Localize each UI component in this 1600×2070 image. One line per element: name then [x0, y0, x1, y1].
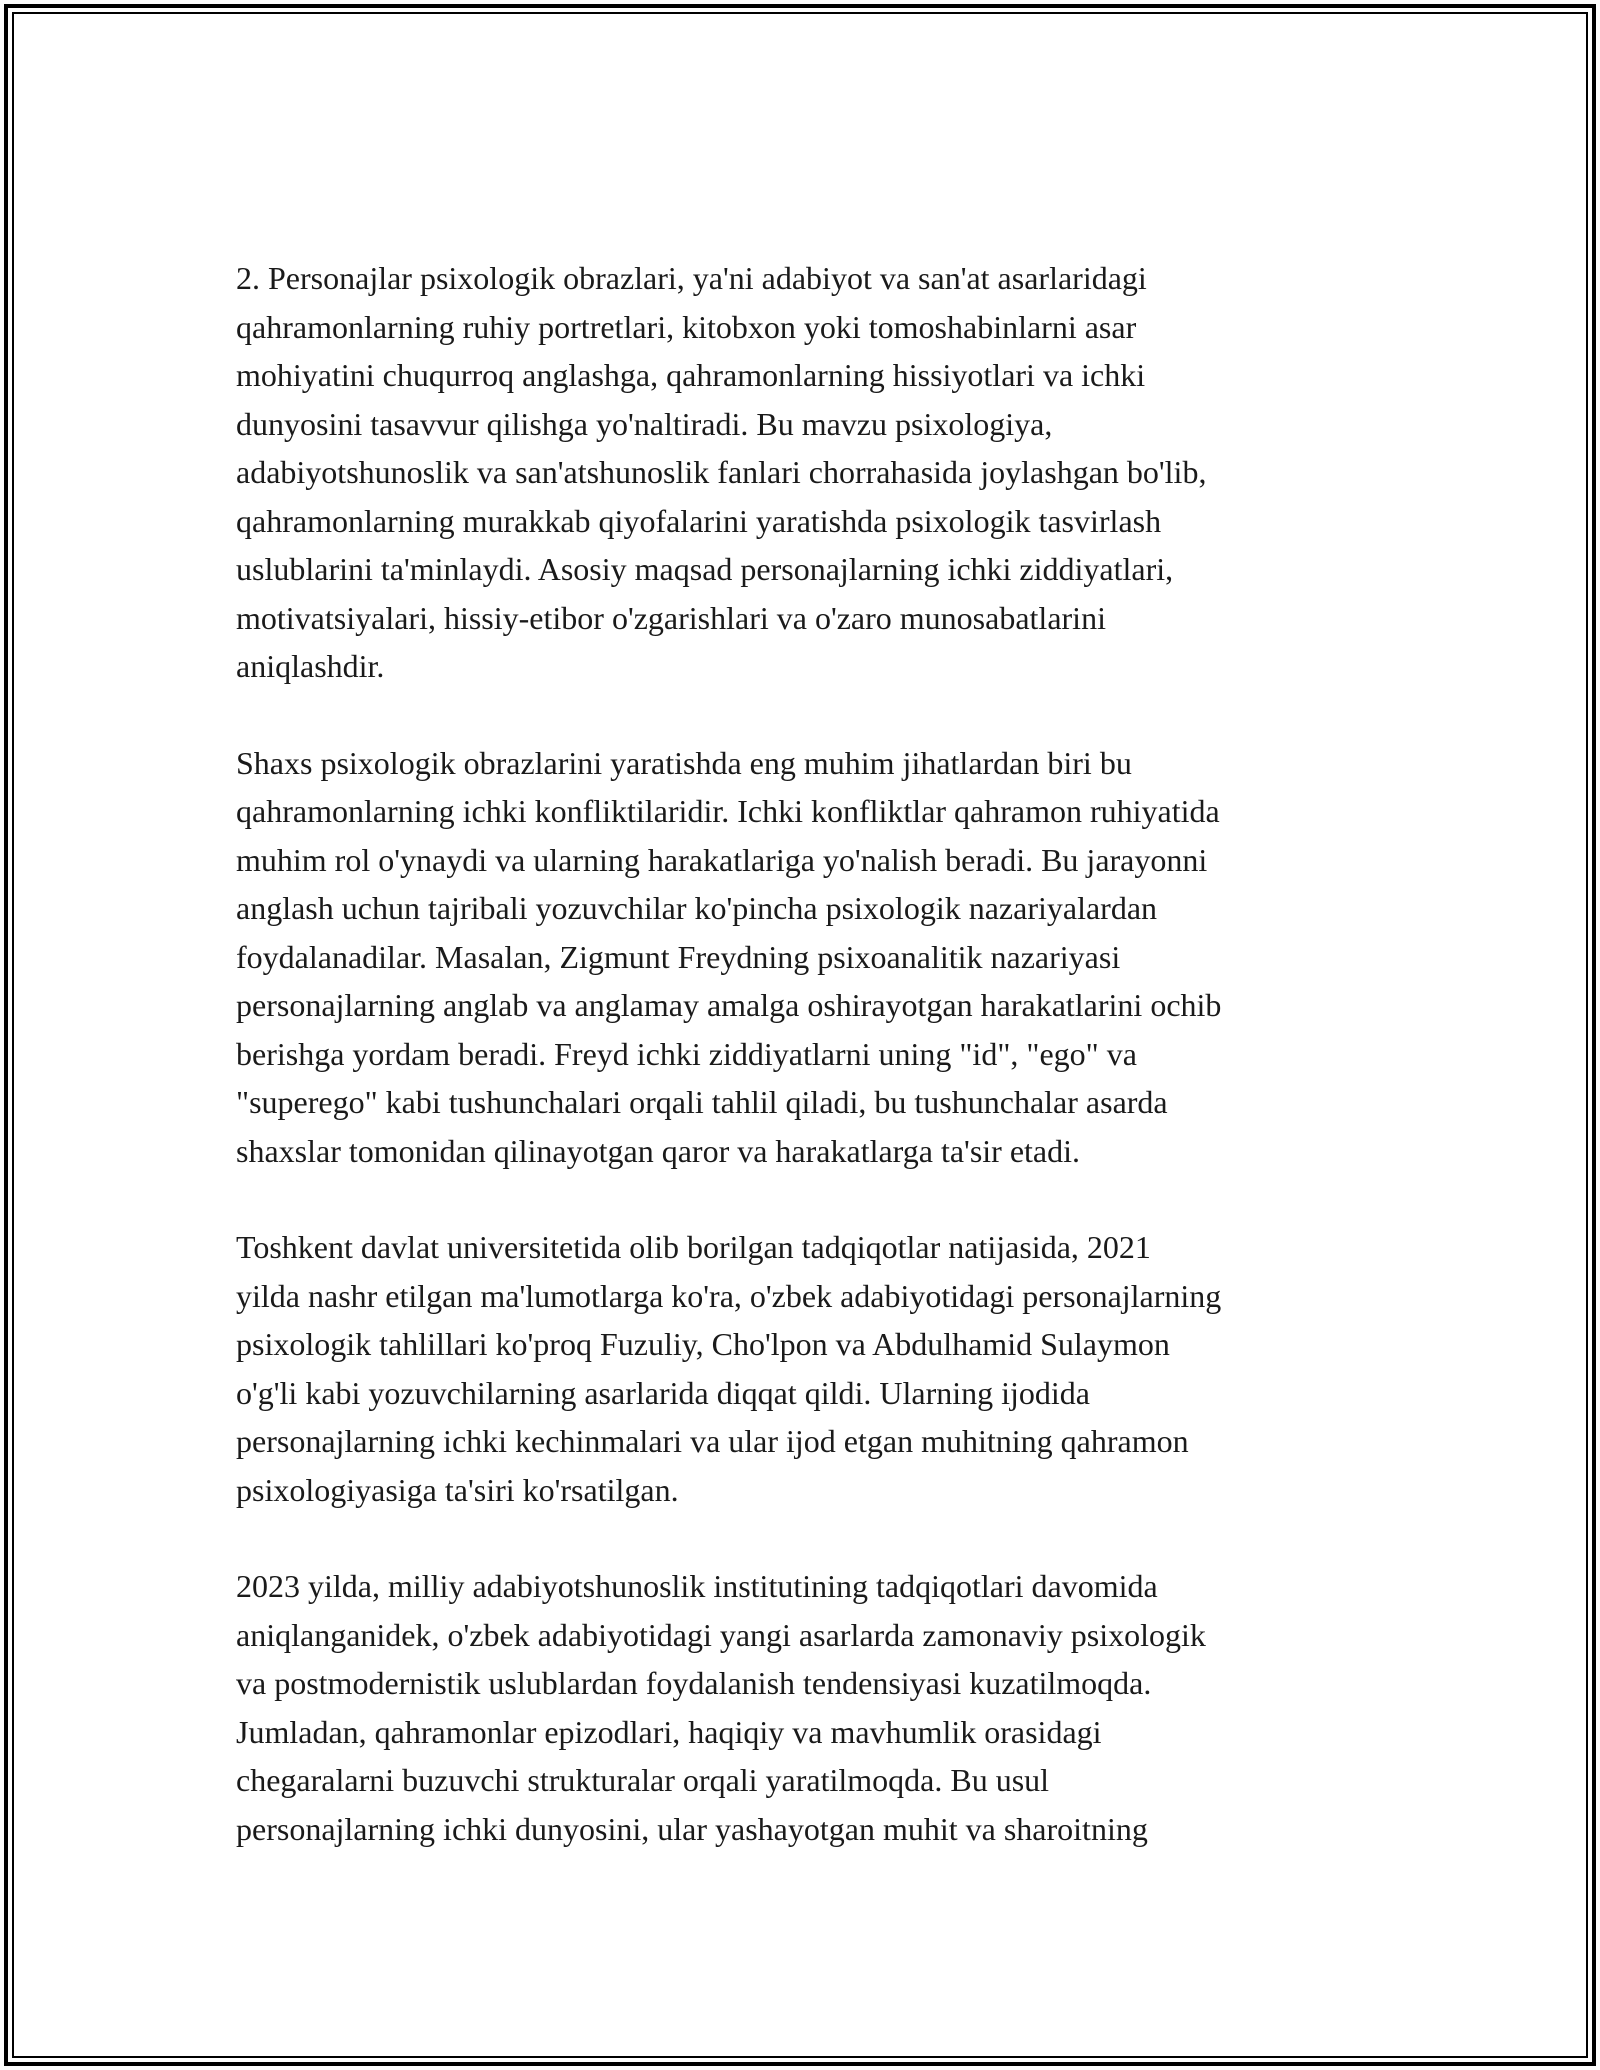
document-body — [236, 254, 1376, 1901]
paragraph-2: Shaxs psixologik obrazlarini yaratishda eng muhim jihatlardan biri bu qahramonlarning ichki konfliktilaridir. Ichki konfliktlar qahramon ruhiyatida muhim rol o'ynaydi va ularning harakatlariga yo'nalish beradi. Bu jarayonni anglash uchun tajribali yozuvchilar ko'pincha psixologik nazariyalardan foydalanadilar. Masalan, Zigmunt Freydning psixoanalitik nazariyasi personajlarning anglab va anglamay amalga oshirayotgan harakatlarini ochib berishga yordam beradi. Freyd ichki ziddiyatlarni uning "id", "ego" va "superego" kabi tushunchalari orqali tahlil qiladi, bu tushunchalar asarda shaxslar tomonidan qilinayotgan qaror va harakatlarga ta'sir etadi. — [236, 744, 1222, 1169]
paragraph-3: Toshkent davlat universitetida olib borilgan tadqiqotlar natijasida, 2021 yilda nashr etilgan ma'lumotlarga ko'ra, o'zbek adabiyotidagi personajlarning psixologik tahlillari ko'proq Fuzuliy, Cho'lpon va Abdulhamid Sulaymon o'g'li kabi yozuvchilarning asarlarida diqqat qildi. Ularning ijodida personajlarning ichki kechinmalari va ular ijod etgan muhitning qahramon psixologiyasiga ta'siri ko'rsatilgan. — [236, 1229, 1222, 1508]
paragraph-1: 2. Personajlar psixologik obrazlari, ya'ni adabiyot va san'at asarlaridagi qahramonlarning ruhiy portretlari, kitobxon yoki tomoshabinlarni asar mohiyatini chuqurroq anglashga, qahramonlarning hissiyotlari va ichki dunyosini tasavvur qilishga yo'naltiradi. Bu mavzu psixologiya, adabiyotshunoslik va san'atshunoslik fanlari chorrahasida joylashgan bo'lib, qahramonlarning murakkab qiyofalarini yaratishda psixologik tasvirlash uslublarini ta'minlaydi. Asosiy maqsad personajlarning ichki ziddiyatlari, motivatsiyalari, hissiy-etibor o'zgarishlari va o'zaro munosabatlarini aniqlashdir. — [236, 260, 1207, 684]
paragraph-4: 2023 yilda, milliy adabiyotshunoslik institutining tadqiqotlari davomida aniqlanganidek, o'zbek adabiyotidagi yangi asarlarda zamonaviy psixologik va postmodernistik uslublardan foydalanish tendensiyasi kuzatilmoqda. Jumladan, qahramonlar epizodlari, haqiqiy va mavhumlik orasidagi chegaralarni buzuvchi strukturalar orqali yaratilmoqda. Bu usul personajlarning ichki dunyosini, ular yashayotgan muhit va sharoitning — [236, 1568, 1206, 1847]
